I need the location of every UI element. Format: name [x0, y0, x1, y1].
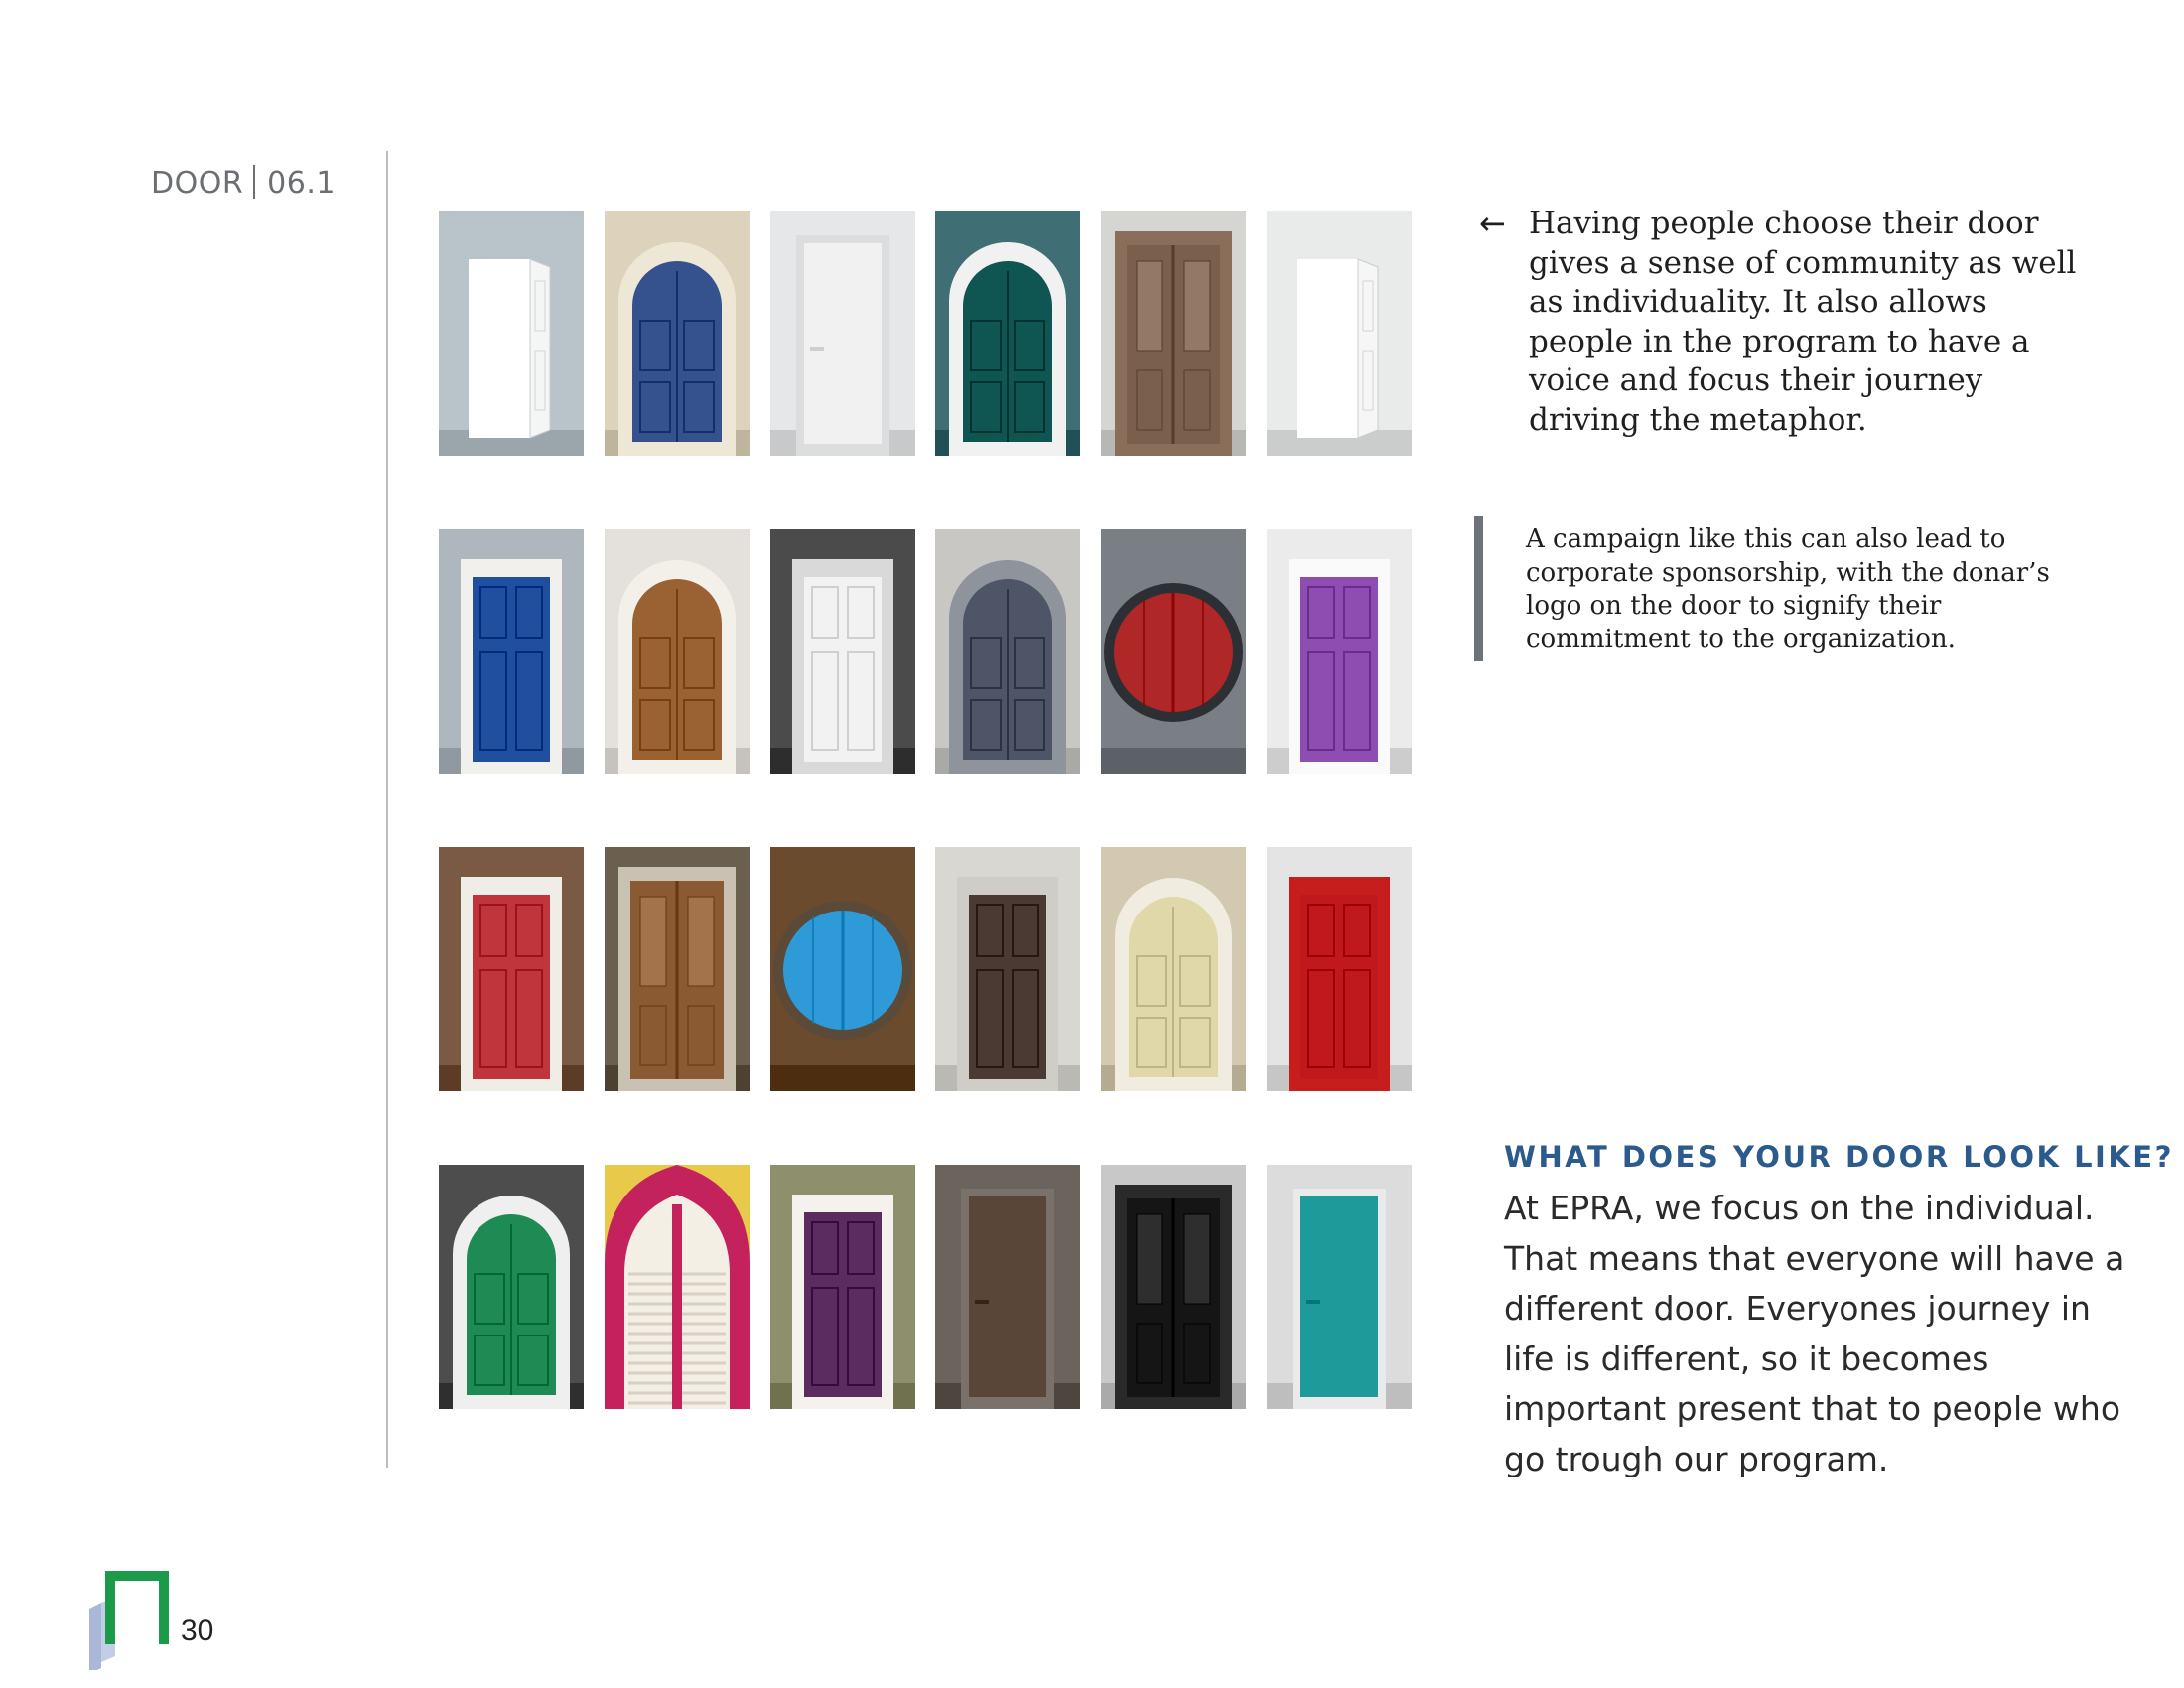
door-photo: [439, 847, 584, 1091]
door-photo: [605, 1165, 750, 1409]
door-photo: [770, 529, 915, 774]
door-photo: [935, 1165, 1080, 1409]
door-photo: [1101, 529, 1246, 774]
community-note: [1479, 205, 2095, 440]
door-photo: [770, 847, 915, 1091]
door-photo: [1101, 847, 1246, 1091]
section-name: DOOR: [151, 166, 244, 201]
section-number: 06.1: [267, 166, 336, 201]
section-label: [151, 165, 336, 201]
door-photo: [1267, 1165, 1412, 1409]
door-photo: [1267, 847, 1412, 1091]
door-photo: [935, 529, 1080, 774]
section-divider: [253, 165, 255, 199]
door-photo: [935, 211, 1080, 456]
door-photo: [439, 1165, 584, 1409]
door-photo: [605, 211, 750, 456]
page-number: 30: [181, 1615, 214, 1647]
vertical-rule: [386, 151, 388, 1468]
door-photo: [605, 847, 750, 1091]
door-photo: [439, 211, 584, 456]
door-photo: [1267, 529, 1412, 774]
door-photo: [935, 847, 1080, 1091]
body-paragraph: At EPRA, we focus on the individual. That means that everyone will have a different door. Everyones journey in life is different, so it becomes important present that to people who go trough our program.: [1504, 1189, 2125, 1478]
door-photo: [770, 211, 915, 456]
door-photo: [1101, 211, 1246, 456]
door-photo: [1267, 211, 1412, 456]
section-heading: WHAT DOES YOUR DOOR LOOK LIKE?: [1504, 1140, 2174, 1174]
arrow-left-icon: ←: [1479, 205, 1506, 242]
door-photo: [1101, 1165, 1246, 1409]
epra-logo-icon: [89, 1569, 181, 1670]
door-photo: [439, 529, 584, 774]
door-photo: [770, 1165, 915, 1409]
quote-bar: [1474, 516, 1483, 661]
sponsorship-note: A campaign like this can also lead to corporate sponsorship, with the donar’s logo on the door to signify their commitment to the organization.: [1526, 524, 2050, 654]
door-photo: [605, 529, 750, 774]
community-note-text: Having people choose their door gives a sense of community as well as individuality. It also allows people in the program to have a voice and focus their journey driving the metaphor.: [1529, 206, 2077, 438]
